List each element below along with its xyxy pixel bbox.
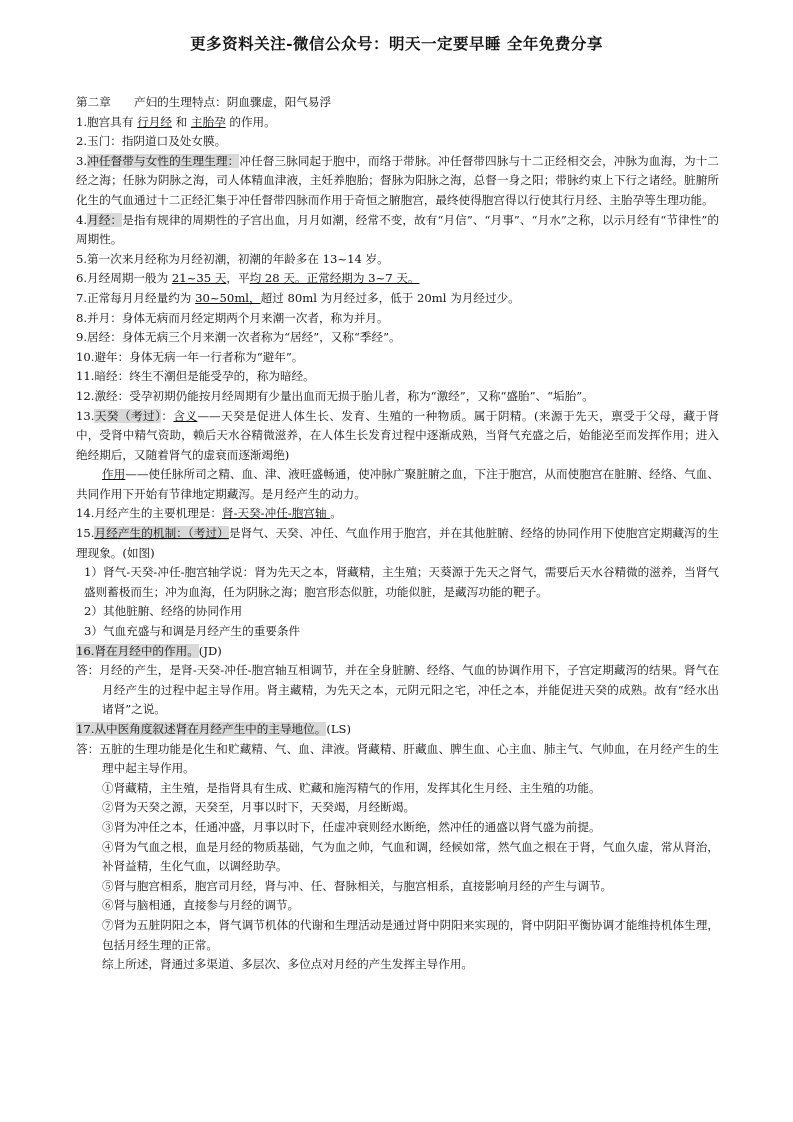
page-header: 更多资料关注-微信公众号：明天一定要早睡 全年免费分享	[190, 34, 603, 53]
item-11: 11.暗经：终生不潮但是能受孕的，称为暗经。	[76, 369, 315, 384]
item-10: 10.避年：身体无病一年一行者称为“避年”。	[76, 349, 304, 364]
answer-17-point-5: ⑤肾与胞宫相系，胞宫司月经，肾与冲、任、督脉相关，与胞宫相系，直接影响月经的产生与调节。	[102, 878, 613, 893]
text: 13.	[76, 408, 95, 423]
text: 1.胞宫具有	[76, 114, 138, 129]
text: 超过 80ml 为月经过多，低于 20ml 为月经过少。	[260, 290, 520, 305]
text: ——天癸是促进人体生长、发育、生殖的一种物质。属于阴精。(来源于先天，禀受于父母，藏于肾中，受肾中精气资助，赖后天水谷精微滋养，在人体生长发育过程中逐渐成熟，当肾气充盛之后，始能泌至而发挥作用；进入绝经期后，又随着肾气的虚衰而逐渐竭绝)	[76, 408, 719, 462]
item-7	[76, 289, 719, 309]
text: 3.	[76, 153, 88, 168]
answer-17: 答：五脏的生理功能是化生和贮藏精、气、血、津液。肾藏精、肝藏血、脾生血、心主血、肺主气、气帅血，在月经产生的生理中起主导作用。	[76, 741, 719, 776]
item-15-point-1: 1）肾气-天癸-冲任-胞宫轴学说：肾为先天之本，肾藏精，主生殖；天葵源于先天之肾气，需要后天水谷精微的滋养，当肾气盛则蓄极而生；冲为血海，任为阴脉之海；胞宫形态似脏，功能似脏，是藏泻功能的靶子。	[84, 565, 719, 599]
item-3	[76, 152, 719, 211]
text: 是肾气、天癸、冲任、气血作用于胞宫，并在其他脏腑、经络的协同作用下使胞宫定期藏泻的生理现象。(如图)	[76, 526, 719, 560]
highlighted-term: 天癸（考过）	[94, 408, 162, 423]
item-13-function	[76, 465, 719, 504]
item-5: 5.第一次来月经称为月经初潮，初潮的年龄多在 13~14 岁。	[76, 251, 389, 266]
text: ，平	[226, 271, 250, 286]
underlined-term: 均 28 天。正常经期为 3~7 天。	[249, 271, 420, 286]
answer-17-point-6: ⑥肾与脑相通，直接参与月经的调节。	[102, 898, 300, 913]
item-13	[76, 407, 719, 466]
text: 15.	[76, 526, 95, 541]
underlined-term: 肾-天癸-冲任-胞宫轴	[221, 506, 331, 521]
item-2: 2.玉门：指阴道口及处女膜。	[76, 134, 227, 149]
answer-17-point-7: ⑦肾为五脏阴阳之本，肾气调节机体的代谢和生理活动是通过肾中阴阳来实现的，肾中阴阳平衡协调才能维持机体生理，包括月经生理的正常。	[102, 917, 719, 952]
underlined-term: 含义	[173, 408, 198, 423]
item-4	[76, 211, 719, 250]
document-body	[76, 93, 719, 975]
highlighted-term: 月经：	[87, 212, 123, 227]
answer-17-point-4: ④肾为气血之根，血是月经的物质基础，气为血之帅，气血和调，经候如常，然气血之根在于肾，气血久虚，常从肾治，补肾益精，生化气血，以调经助孕。	[102, 839, 719, 874]
text: 14.月经产生的主要机理是：	[76, 506, 222, 521]
text: ——使任脉所司之精、血、津、液旺盛畅通，使冲脉广聚脏腑之血，下注于胞宫，从而使胞宫在脏腑、经络、气血、共同作用下开始有节律地定期藏泻。是月经产生的动力。	[76, 467, 719, 501]
question-tag: (LS)	[326, 722, 352, 736]
item-15-point-3: 3）气血充盛与和调是月经产生的重要条件	[84, 624, 301, 639]
item-12: 12.激经：受孕初期仍能按月经周期有少量出血而无损于胎儿者，称为“激经”，又称“盛胎”、“垢胎”。	[76, 388, 594, 403]
underlined-term: 主胎孕	[190, 114, 226, 129]
text: 和	[171, 114, 191, 129]
answer-17-point-1: ①肾藏精，主生殖，是指肾具有生成、贮藏和施泻精气的作用，发挥其化生月经、主生殖的功能。	[102, 780, 601, 795]
item-17	[76, 720, 719, 740]
text: 7.正常每月月经量约为	[76, 290, 196, 305]
text: 的作用。	[225, 114, 276, 129]
underlined-term: 作用	[102, 467, 126, 482]
answer-17-point-2: ②肾为天癸之源，天癸至，月事以时下，天癸竭，月经断竭。	[102, 800, 416, 815]
item-15-point-2: 2）其他脏腑、经络的协同作用	[84, 604, 243, 619]
text: ：	[161, 408, 174, 423]
chapter-title: 第二章 产妇的生理特点：阴血骤虚，阳气易浮	[76, 95, 332, 109]
item-8: 8.并月：身体无病而月经定期两个月来潮一次者，称为并月。	[76, 310, 389, 325]
underlined-term: 行月经	[137, 114, 172, 129]
item-16	[76, 642, 719, 662]
item-6	[76, 269, 719, 289]
item-14	[76, 504, 719, 524]
text: 4.	[76, 212, 88, 227]
text: 冲任督三脉同起于胞中，而络于带脉。冲任督带四脉与十二正经相交会，冲脉为血海，为十二经之海；任脉为阴脉之海，司人体精血津液，主妊养胞胎；督脉为阳脉之海，总督一身之阳；带脉约束上下行之诸经。脏腑所化生的气血通过十二正经汇集于冲任督带四脉而作用于奇恒之腑胞宫，最终使得胞宫得以行使其行月经、主胎孕等生理功能。	[76, 153, 719, 207]
answer-17-point-3: ③肾为冲任之本，任通冲盛，月事以时下，任虚冲衰则经水断绝，然冲任的通盛以肾气盛为前提。	[102, 819, 601, 834]
text: 6.月经周期一般为	[76, 271, 172, 286]
underlined-term: 30~50ml，	[195, 290, 261, 305]
item-9: 9.居经：身体无病三个月来潮一次者称为“居经”，又称“季经”。	[76, 330, 401, 345]
item-15	[76, 524, 719, 563]
text: 是指有规律的周期性的子宫出血，月月如潮，经常不变，故有“月信”、“月事”、“月水”之称，以示月经有“节律性”的周期性。	[76, 212, 719, 247]
item-1	[76, 113, 719, 133]
question-tag: (JD)	[198, 643, 222, 658]
highlighted-term: 月经产生的机制：（考过）	[94, 526, 229, 541]
text: 。	[330, 506, 342, 521]
answer-16: 答：月经的产生，是肾-天癸-冲任-胞宫轴互相调节，并在全身脏腑、经络、气血的协调作用下，子宫定期藏泻的结果。肾气在月经产生的过程中起主导作用。肾主藏精，为先天之本，元阴元阳之宅，冲任之本，并能促进天癸的成熟。故有“经水出诸肾”之说。	[76, 663, 719, 717]
highlighted-question: 17.从中医角度叙述肾在月经产生中的主导地位。	[76, 722, 327, 736]
highlighted-question: 16.肾在月经中的作用。	[76, 643, 199, 658]
answer-17-summary: 综上所述，肾通过多渠道、多层次、多位点对月经的产生发挥主导作用。	[102, 957, 474, 972]
underlined-term: 21~35 天	[171, 271, 227, 286]
highlighted-term: 冲任督带与女性的生理生理：	[87, 153, 240, 168]
